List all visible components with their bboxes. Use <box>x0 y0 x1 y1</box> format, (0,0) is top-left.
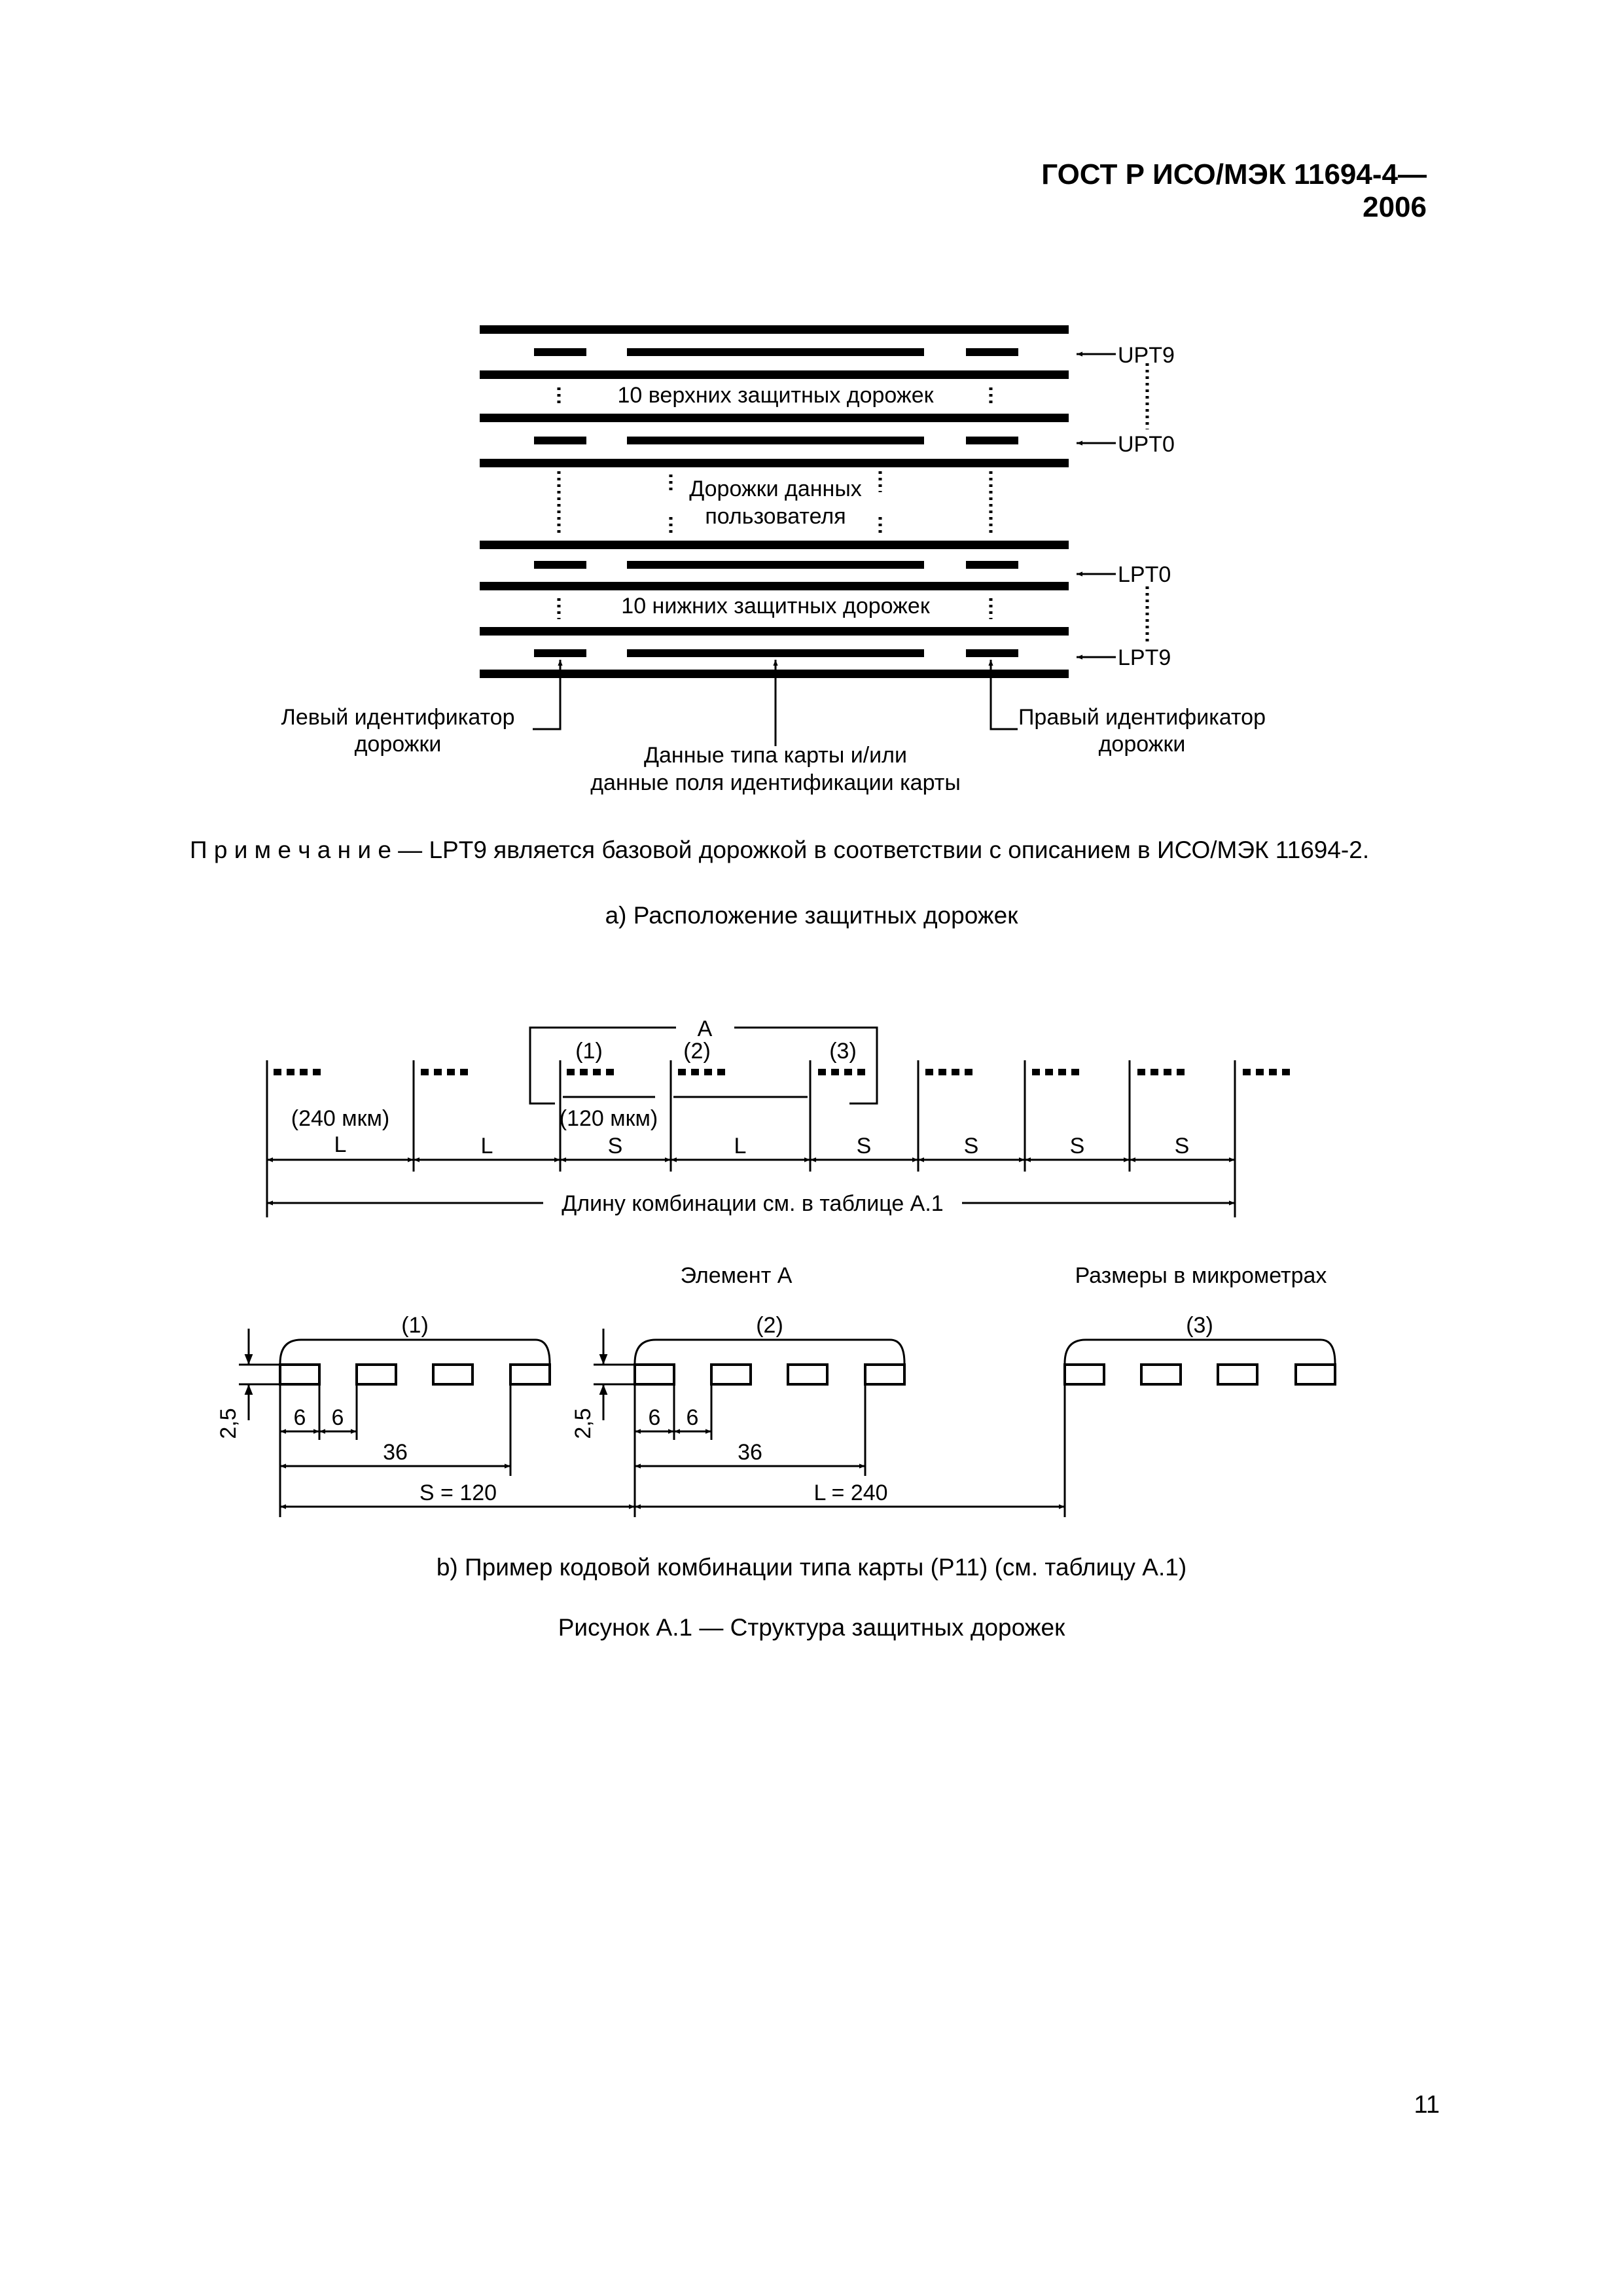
group-braces <box>280 1340 1335 1363</box>
label-lpt0: LPT0 <box>1118 562 1171 587</box>
label-upt0: UPT0 <box>1118 432 1175 457</box>
group-label-2: (2) <box>683 1039 711 1064</box>
pattern-track-upt9 <box>534 348 1018 356</box>
left-identifier-1: Левый идентификатор <box>281 705 515 730</box>
dim-6: 6 <box>648 1405 661 1430</box>
user-tracks-text-2: пользователя <box>705 504 846 529</box>
caption-a: а) Расположение защитных дорожек <box>605 902 1018 929</box>
label-lpt9: LPT9 <box>1118 645 1171 670</box>
dim-l-240: L = 240 <box>813 1480 888 1505</box>
upper-guard-text: 10 верхних защитных дорожек <box>617 383 934 408</box>
dim-2-5: 2,5 <box>571 1408 596 1439</box>
detail-group-2: (2) <box>756 1313 783 1338</box>
track-diagram <box>281 325 1266 795</box>
dim-6: 6 <box>293 1405 306 1430</box>
dim-36: 36 <box>738 1440 762 1465</box>
track-label-arrows <box>1077 354 1116 657</box>
solid-tracks <box>480 325 1069 678</box>
group-label-1: (1) <box>575 1039 603 1064</box>
dim-240um: (240 мкм) <box>291 1106 390 1131</box>
dim-120um: (120 мкм) <box>559 1106 658 1131</box>
dim-6: 6 <box>331 1405 344 1430</box>
dot-groups <box>274 1069 1290 1075</box>
pattern-track-upt0 <box>534 437 1018 444</box>
user-tracks-text-1: Дорожки данных <box>689 476 862 501</box>
element-a-detail <box>216 1313 1335 1517</box>
segment-label: S <box>1174 1134 1190 1158</box>
detail-group-1: (1) <box>401 1313 429 1338</box>
segment-label: S <box>1069 1134 1085 1158</box>
units-note: Размеры в микрометрах <box>1075 1263 1327 1288</box>
segment-label: S <box>856 1134 872 1158</box>
dim-s-120: S = 120 <box>419 1480 497 1505</box>
segment-label: L <box>734 1134 747 1158</box>
segment-label: S <box>963 1134 979 1158</box>
left-identifier-2: дорожки <box>354 732 442 757</box>
caption-b: b) Пример кодовой комбинации типа карты (P11) (см. таблицу А.1) <box>436 1554 1187 1581</box>
right-identifier-1: Правый идентификатор <box>1018 705 1266 730</box>
detail-group-3: (3) <box>1186 1313 1213 1338</box>
dim-6: 6 <box>686 1405 699 1430</box>
dim-36: 36 <box>383 1440 408 1465</box>
segment-label: S <box>607 1134 623 1158</box>
center-data-1: Данные типа карты и/или <box>643 743 908 768</box>
center-data-2: данные поля идентификации карты <box>590 770 961 795</box>
figure-title: Рисунок А.1 — Структура защитных дорожек <box>558 1614 1065 1641</box>
total-length-text: Длину комбинации см. в таблице А.1 <box>562 1191 944 1216</box>
segment-label: L <box>334 1132 347 1157</box>
lower-guard-text: 10 нижних защитных дорожек <box>621 594 930 619</box>
page-number: 11 <box>1414 2091 1440 2119</box>
pattern-track-lpt0 <box>534 561 1018 569</box>
pattern-track-lpt9 <box>534 649 1018 657</box>
group-label-3: (3) <box>829 1039 857 1064</box>
dim-2-5: 2,5 <box>216 1408 241 1439</box>
segment-label: L <box>480 1134 493 1158</box>
label-upt9: UPT9 <box>1118 343 1175 368</box>
figure-note: П р и м е ч а н и е — LPT9 является базовой дорожкой в соответствии с описанием в ИСО/МЭК 11694-2. <box>190 836 1370 863</box>
pattern-diagram <box>267 1016 1327 1288</box>
document-header: ГОСТ Р ИСО/МЭК 11694-4—2006 <box>1041 158 1427 223</box>
element-a-letter: A <box>697 1016 713 1041</box>
right-identifier-2: дорожки <box>1098 732 1186 757</box>
element-a-title: Элемент А <box>680 1263 793 1288</box>
pattern-boxes <box>280 1365 1335 1384</box>
